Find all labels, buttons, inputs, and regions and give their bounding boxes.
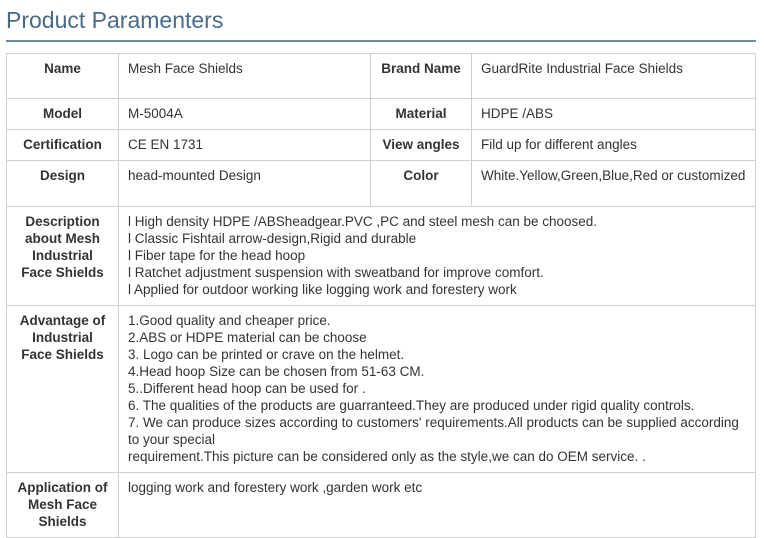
- description-value: [119, 207, 756, 306]
- table-row: [7, 473, 756, 538]
- design-value: head-mounted Design: [119, 161, 371, 207]
- advantage-line: 1.Good quality and cheaper price.: [128, 313, 331, 328]
- certification-label: Certification: [7, 130, 119, 161]
- color-label: Color: [371, 161, 472, 207]
- view-angles-label: View angles: [371, 130, 472, 161]
- advantage-line: 7. We can produce sizes according to customers' requirements.All products can be supplied according to your special: [128, 415, 739, 447]
- advantage-value: [119, 306, 756, 473]
- product-parameters-table: [6, 53, 756, 538]
- description-label: Description about Mesh Industrial Face Shields: [7, 207, 119, 306]
- advantage-line: 6. The qualities of the products are guarranteed.They are produced under rigid quality controls.: [128, 398, 695, 413]
- brand-name-value: GuardRite Industrial Face Shields: [472, 54, 756, 99]
- advantage-line: 4.Head hoop Size can be chosen from 51-63 CM.: [128, 364, 425, 379]
- advantage-line: 3. Logo can be printed or crave on the helmet.: [128, 347, 405, 362]
- model-label: Model: [7, 99, 119, 130]
- advantage-line: 2.ABS or HDPE material can be choose: [128, 330, 367, 345]
- table-row: [7, 161, 756, 207]
- description-line: l Ratchet adjustment suspension with sweatband for improve comfort.: [128, 265, 544, 280]
- table-row: [7, 99, 756, 130]
- table-row: [7, 207, 756, 306]
- description-line: l Classic Fishtail arrow-design,Rigid and durable: [128, 231, 417, 246]
- table-row: [7, 54, 756, 99]
- advantage-line: 5..Different head hoop can be used for .: [128, 381, 366, 396]
- description-line: l High density HDPE /ABSheadgear.PVC ,PC and steel mesh can be choosed.: [128, 214, 598, 229]
- view-angles-value: Fild up for different angles: [472, 130, 756, 161]
- application-value: logging work and forestery work ,garden work etc: [119, 473, 756, 538]
- design-label: Design: [7, 161, 119, 207]
- material-value: HDPE /ABS: [472, 99, 756, 130]
- description-line: l Applied for outdoor working like logging work and forestery work: [128, 282, 517, 297]
- table-row: [7, 130, 756, 161]
- advantage-label: Advantage of Industrial Face Shields: [7, 306, 119, 473]
- description-line: l Fiber tape for the head hoop: [128, 248, 306, 263]
- material-label: Material: [371, 99, 472, 130]
- table-row: [7, 306, 756, 473]
- advantage-line: requirement.This picture can be considered only as the style,we can do OEM service. .: [128, 449, 646, 464]
- brand-name-label: Brand Name: [371, 54, 472, 99]
- page-title: Product Paramenters: [6, 7, 224, 33]
- name-label: Name: [7, 54, 119, 99]
- name-value: Mesh Face Shields: [119, 54, 371, 99]
- certification-value: CE EN 1731: [119, 130, 371, 161]
- color-value: White.Yellow,Green,Blue,Red or customized: [472, 161, 756, 207]
- application-label: Application of Mesh Face Shields: [7, 473, 119, 538]
- model-value: M-5004A: [119, 99, 371, 130]
- title-divider: [6, 40, 756, 42]
